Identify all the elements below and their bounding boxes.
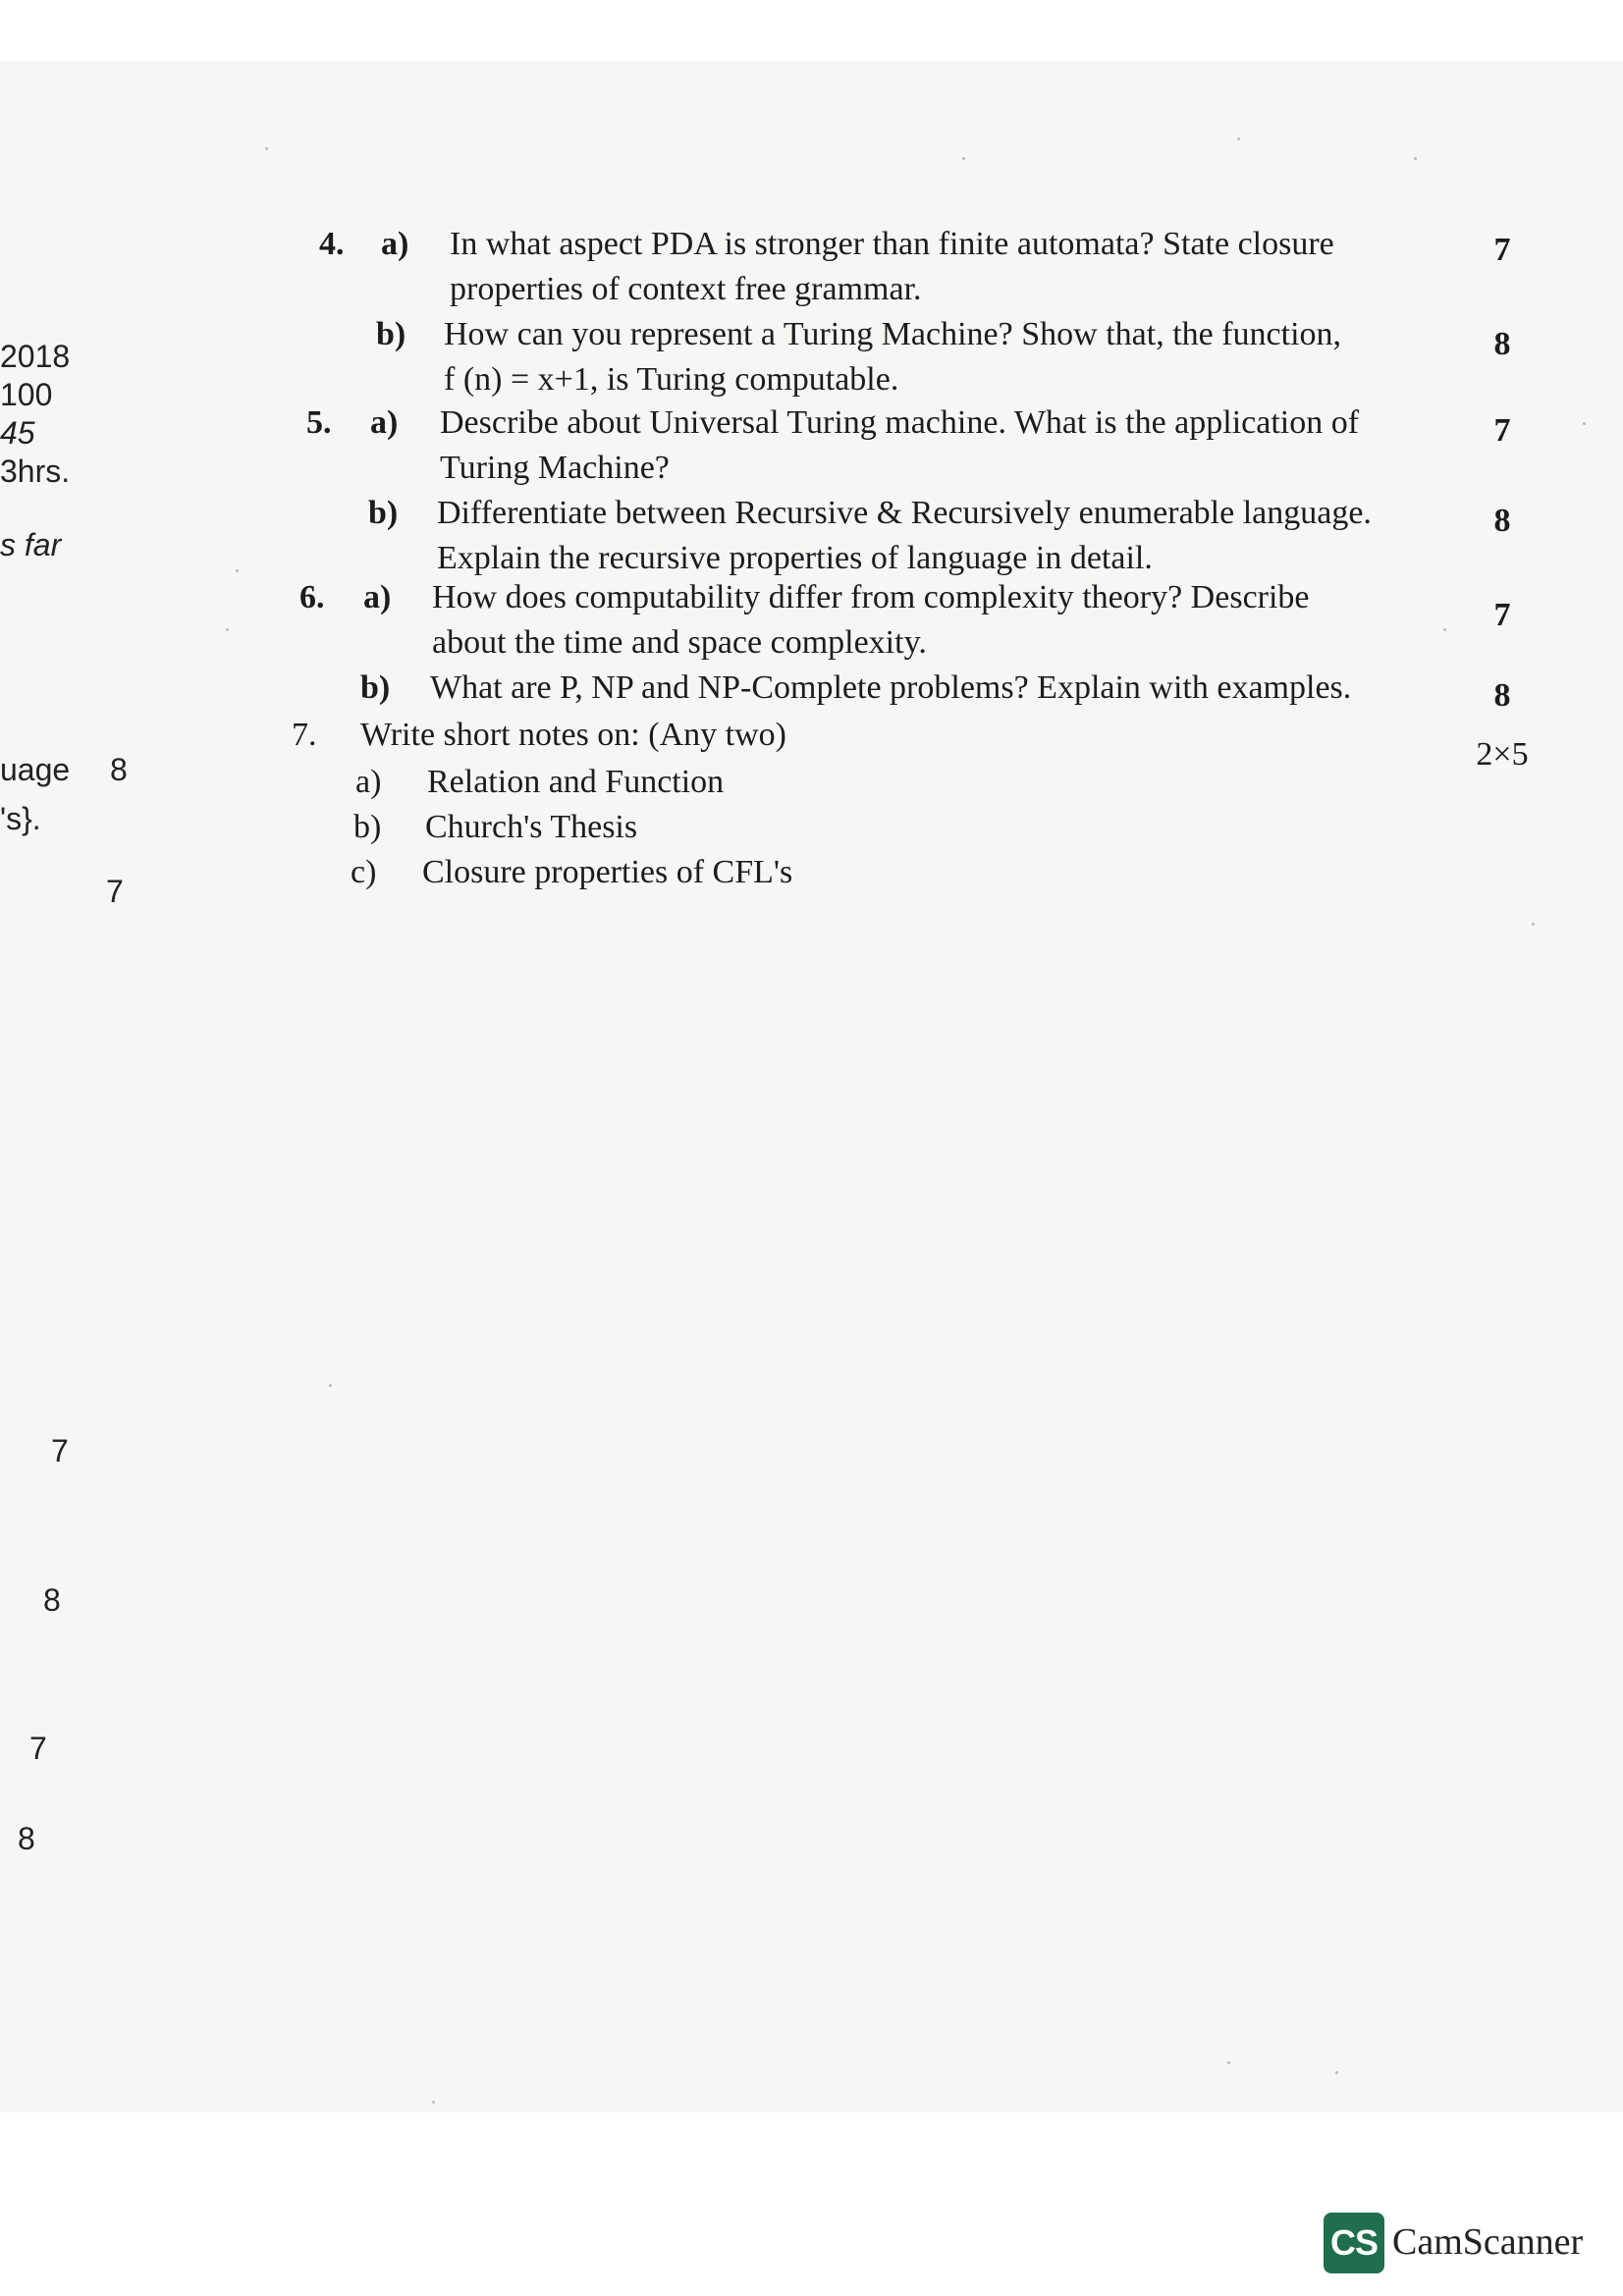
margin-fragment: 8: [43, 1582, 61, 1618]
subquestion-label: b): [368, 495, 399, 531]
short-note-item: Closure properties of CFL's: [422, 854, 793, 890]
subquestion-label: b): [353, 809, 382, 845]
margin-fragment: 8: [110, 752, 128, 787]
speck: [329, 1384, 332, 1387]
speck: [1237, 137, 1240, 140]
subquestion-label: a): [370, 404, 399, 441]
margin-fragment: s far: [0, 527, 62, 562]
margin-fragment: 3hrs.: [0, 454, 71, 489]
marks: 7: [1493, 232, 1511, 268]
speck: [1227, 2061, 1230, 2064]
margin-fragment: 100: [0, 377, 53, 412]
question-6b-text: What are P, NP and NP-Complete problems? Explain with examples.: [430, 669, 1352, 706]
speck: [265, 147, 268, 150]
question-5b-text: Differentiate between Recursive & Recursively enumerable language. Explain the recursive properties of language in detail.: [437, 495, 1372, 576]
speck: [432, 2101, 435, 2104]
margin-fragment: 7: [51, 1433, 69, 1468]
speck: [236, 569, 239, 572]
speck: [1414, 157, 1417, 160]
margin-fragment: 7: [106, 874, 124, 909]
marks: 2×5: [1476, 736, 1529, 773]
margin-fragment: 8: [18, 1821, 35, 1856]
subquestion-label: b): [360, 669, 391, 706]
speck: [962, 157, 965, 160]
speck: [1335, 2071, 1338, 2074]
short-note-item: Relation and Function: [427, 764, 725, 800]
question-4b-text: How can you represent a Turing Machine? Show that, the function, f (n) = x+1, is Turing computable.: [444, 316, 1342, 398]
speck: [1532, 923, 1535, 926]
marks: 8: [1493, 503, 1511, 539]
margin-fragment: 45: [0, 415, 35, 451]
margin-fragment: uage: [0, 752, 71, 787]
marks: 7: [1493, 597, 1511, 633]
question-7-prompt: Write short notes on: (Any two): [360, 717, 786, 753]
margin-fragment: 7: [29, 1731, 47, 1766]
speck: [226, 628, 229, 631]
marks: 8: [1493, 677, 1511, 714]
question-number: 7.: [292, 717, 317, 753]
question-number: 6.: [299, 579, 325, 615]
subquestion-label: c): [351, 854, 377, 890]
question-4a-text: In what aspect PDA is stronger than finite automata? State closure properties of context free grammar.: [450, 226, 1334, 307]
subquestion-label: b): [376, 316, 406, 352]
speck: [1443, 628, 1446, 631]
margin-fragment: 's}.: [0, 801, 41, 836]
question-number: 5.: [306, 404, 332, 441]
camscanner-logo: CS: [1324, 2213, 1384, 2273]
marks: 8: [1493, 326, 1511, 362]
margin-fragment: 2018: [0, 339, 71, 374]
subquestion-label: a): [381, 226, 409, 262]
short-note-item: Church's Thesis: [425, 809, 638, 845]
subquestion-label: a): [363, 579, 392, 615]
camscanner-watermark: CamScanner: [1392, 2221, 1584, 2263]
marks: 7: [1493, 412, 1511, 449]
subquestion-label: a): [355, 764, 382, 800]
question-6a-text: How does computability differ from complexity theory? Describe about the time and space complexity.: [432, 579, 1310, 661]
speck: [1583, 422, 1586, 425]
question-5a-text: Describe about Universal Turing machine. What is the application of Turing Machine?: [440, 404, 1360, 486]
question-number: 4.: [319, 226, 345, 262]
